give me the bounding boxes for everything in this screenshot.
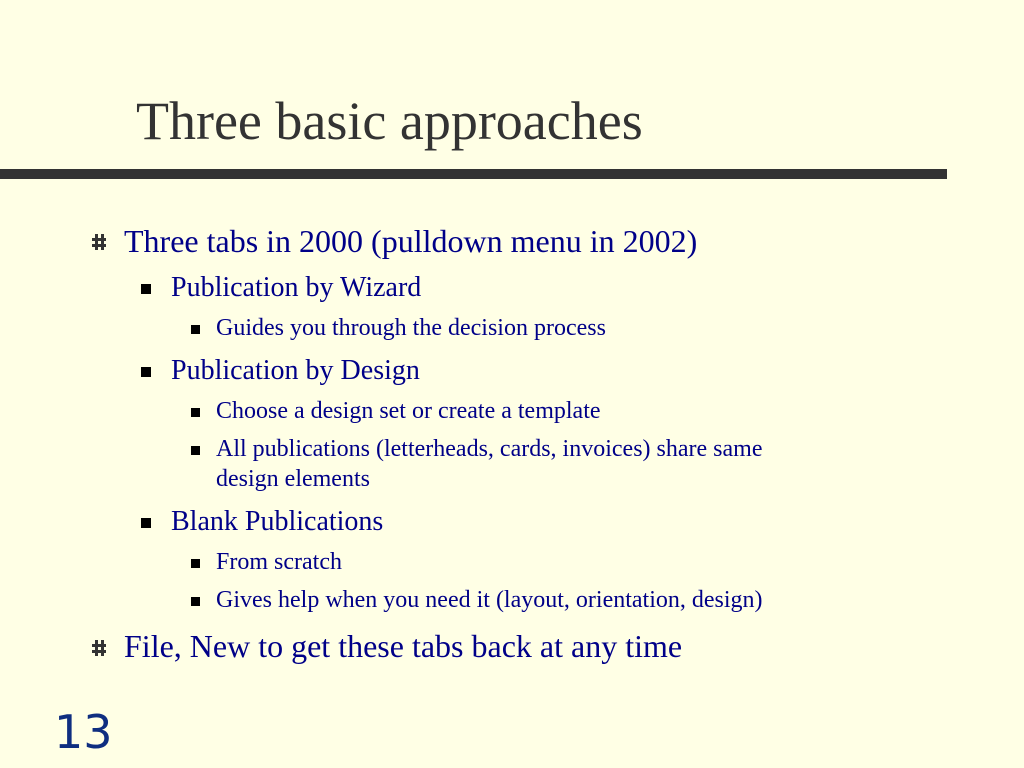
hash-bullet-icon — [92, 234, 106, 250]
bullet-file-new: File, New to get these tabs back at any time — [124, 628, 683, 664]
bullet-from-scratch: From scratch — [216, 549, 342, 575]
bullet-gives-help: Gives help when you need it (layout, orientation, design) — [216, 587, 763, 613]
bullet-three-tabs: Three tabs in 2000 (pulldown menu in 2002) — [124, 223, 698, 259]
square-bullet-icon — [191, 559, 200, 568]
square-bullet-icon — [191, 597, 200, 606]
bullet-publication-by-design: Publication by Design — [171, 355, 420, 386]
slide-number: 13 — [54, 705, 113, 759]
hash-bullet-icon — [92, 640, 106, 656]
square-bullet-icon — [141, 284, 151, 294]
square-bullet-icon — [191, 408, 200, 417]
bullet-publication-by-wizard: Publication by Wizard — [171, 272, 422, 303]
bullet-blank-publications: Blank Publications — [171, 506, 384, 537]
square-bullet-icon — [191, 446, 200, 455]
square-bullet-icon — [191, 325, 200, 334]
bullet-choose-design-set: Choose a design set or create a template — [216, 398, 601, 424]
bullet-all-publications-line2: design elements — [216, 466, 370, 492]
bullet-guides-you: Guides you through the decision process — [216, 315, 606, 341]
bullet-all-publications-line1: All publications (letterheads, cards, invoices) share same — [216, 436, 763, 462]
slide-title: Three basic approaches — [136, 91, 643, 151]
square-bullet-icon — [141, 367, 151, 377]
square-bullet-icon — [141, 518, 151, 528]
